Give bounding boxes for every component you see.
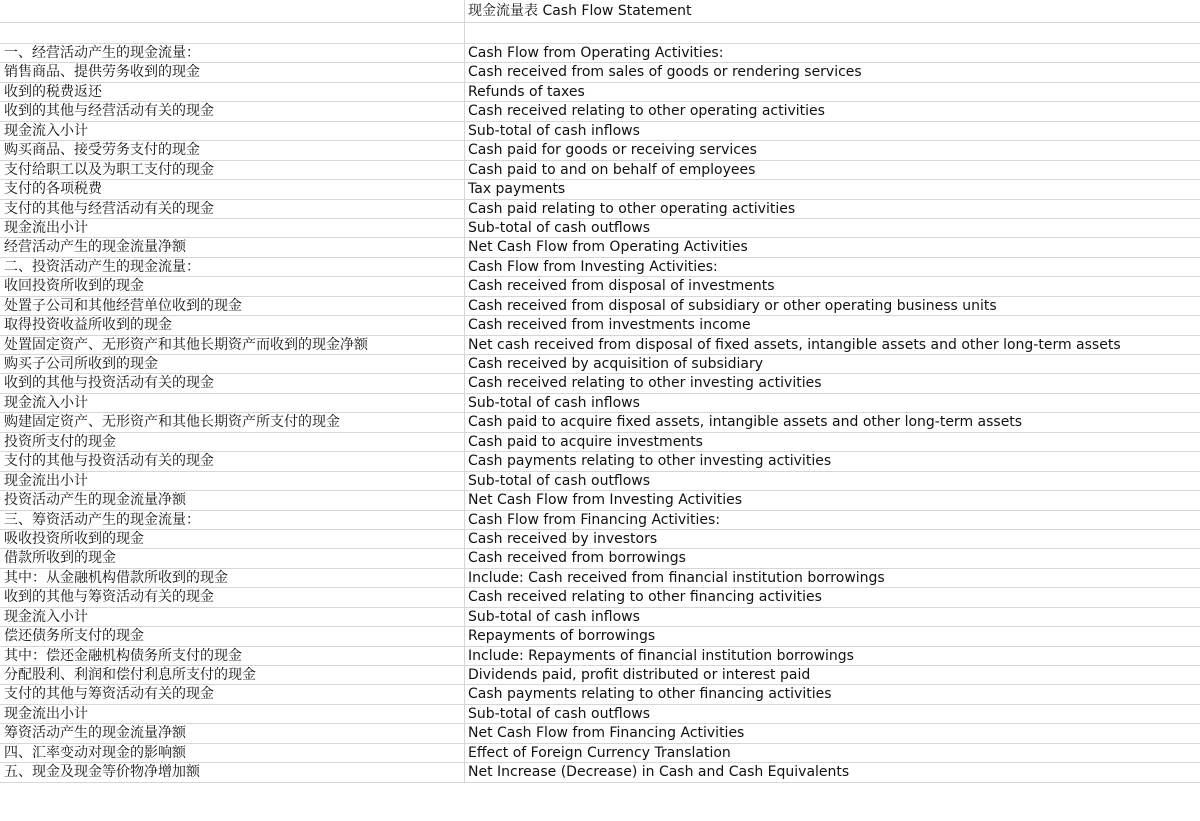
- chinese-label-cell[interactable]: 支付的其他与投资活动有关的现金: [0, 452, 465, 470]
- table-row: [0, 491, 1200, 510]
- chinese-label-cell[interactable]: 其中：偿还金融机构债务所支付的现金: [0, 647, 465, 665]
- table-row: [0, 161, 1200, 180]
- english-label-cell[interactable]: Net Cash Flow from Investing Activities: [468, 492, 743, 509]
- chinese-label-cell[interactable]: 偿还债务所支付的现金: [0, 627, 465, 645]
- table-row: [0, 413, 1200, 432]
- table-row: [0, 705, 1200, 724]
- table-row: [0, 530, 1200, 549]
- english-label-cell[interactable]: Cash Flow from Operating Activities:: [468, 45, 724, 61]
- table-row: [0, 394, 1200, 413]
- title-row: [0, 0, 1200, 23]
- english-label-cell[interactable]: Cash received relating to other investing activities: [468, 375, 822, 392]
- table-row: [0, 627, 1200, 646]
- english-label-cell[interactable]: Include: Repayments of financial institution borrowings: [468, 647, 854, 664]
- chinese-label-cell[interactable]: 购买商品、接受劳务支付的现金: [0, 141, 465, 159]
- table-row: [0, 336, 1200, 355]
- chinese-label-cell[interactable]: 收到的其他与经营活动有关的现金: [0, 102, 465, 120]
- chinese-label-cell[interactable]: 现金流入小计: [0, 608, 465, 626]
- english-label-cell[interactable]: Cash received from sales of goods or rendering services: [468, 64, 862, 81]
- english-label-cell[interactable]: Cash paid to and on behalf of employees: [468, 161, 756, 178]
- chinese-label-cell[interactable]: 现金流入小计: [0, 394, 465, 412]
- blank-row: [0, 23, 1200, 44]
- english-label-cell[interactable]: Sub-total of cash outflows: [468, 219, 651, 236]
- chinese-label-cell[interactable]: 支付的各项税费: [0, 180, 465, 198]
- cell-empty[interactable]: [0, 23, 465, 43]
- english-label-cell[interactable]: Cash received by acquisition of subsidiary: [468, 356, 764, 372]
- chinese-label-cell[interactable]: 收到的其他与投资活动有关的现金: [0, 374, 465, 392]
- chinese-label-cell[interactable]: 收到的其他与筹资活动有关的现金: [0, 588, 465, 606]
- table-row: [0, 200, 1200, 219]
- table-row: [0, 685, 1200, 704]
- chinese-label-cell[interactable]: 购买子公司所收到的现金: [0, 355, 465, 373]
- table-row: [0, 297, 1200, 316]
- table-row: [0, 238, 1200, 257]
- table-row: [0, 588, 1200, 607]
- table-row: [0, 549, 1200, 568]
- cell-empty[interactable]: [0, 0, 465, 22]
- table-row: [0, 744, 1200, 763]
- table-row: [0, 83, 1200, 102]
- chinese-label-cell[interactable]: 收到的税费返还: [0, 83, 465, 101]
- english-label-cell[interactable]: Cash Flow from Financing Activities:: [468, 511, 721, 528]
- chinese-label-cell[interactable]: 购建固定资产、无形资产和其他长期资产所支付的现金: [0, 413, 465, 431]
- english-label-cell[interactable]: Net Cash Flow from Operating Activities: [468, 239, 748, 256]
- english-label-cell[interactable]: Cash received from disposal of investments: [468, 278, 775, 295]
- table-row: [0, 374, 1200, 393]
- english-label-cell[interactable]: Cash paid to acquire fixed assets, intangible assets and other long-term assets: [468, 414, 1023, 431]
- table-row: [0, 511, 1200, 530]
- chinese-label-cell[interactable]: 现金流入小计: [0, 122, 465, 140]
- chinese-label-cell[interactable]: 一、经营活动产生的现金流量：: [0, 44, 465, 62]
- chinese-label-cell[interactable]: 二、投资活动产生的现金流量：: [0, 258, 465, 276]
- english-label-cell[interactable]: Cash received relating to other financing activities: [468, 589, 822, 606]
- table-row: [0, 122, 1200, 141]
- english-label-cell[interactable]: Cash paid to acquire investments: [468, 433, 703, 450]
- statement-rows: [0, 44, 1200, 783]
- english-label-cell[interactable]: Cash payments relating to other investing activities: [468, 453, 832, 470]
- english-label-cell[interactable]: Cash paid for goods or receiving services: [468, 142, 757, 159]
- english-label-cell[interactable]: Refunds of taxes: [468, 83, 585, 100]
- table-row: [0, 608, 1200, 627]
- chinese-label-cell[interactable]: 收回投资所收到的现金: [0, 277, 465, 295]
- english-label-cell[interactable]: Dividends paid, profit distributed or interest paid: [468, 667, 811, 683]
- chinese-label-cell[interactable]: 吸收投资所收到的现金: [0, 530, 465, 548]
- english-label-cell[interactable]: Repayments of borrowings: [468, 628, 656, 645]
- chinese-label-cell[interactable]: 处置固定资产、无形资产和其他长期资产而收到的现金净额: [0, 336, 465, 354]
- chinese-label-cell[interactable]: 投资活动产生的现金流量净额: [0, 491, 465, 509]
- table-row: [0, 102, 1200, 121]
- chinese-label-cell[interactable]: 投资所支付的现金: [0, 433, 465, 451]
- chinese-label-cell[interactable]: 五、现金及现金等价物净增加额: [0, 763, 465, 781]
- english-label-cell[interactable]: Effect of Foreign Currency Translation: [468, 744, 731, 761]
- chinese-label-cell[interactable]: 支付的其他与经营活动有关的现金: [0, 200, 465, 218]
- chinese-label-cell[interactable]: 取得投资收益所收到的现金: [0, 316, 465, 334]
- chinese-label-cell[interactable]: 销售商品、提供劳务收到的现金: [0, 63, 465, 81]
- english-label-cell[interactable]: Cash received relating to other operating activities: [468, 103, 825, 120]
- chinese-label-cell[interactable]: 经营活动产生的现金流量净额: [0, 238, 465, 256]
- table-row: [0, 647, 1200, 666]
- chinese-label-cell[interactable]: 现金流出小计: [0, 219, 465, 237]
- english-label-cell[interactable]: Cash received from borrowings: [468, 550, 686, 567]
- english-label-cell[interactable]: Net cash received from disposal of fixed assets, intangible assets and other long-term assets: [468, 336, 1121, 353]
- table-row: [0, 666, 1200, 685]
- chinese-label-cell[interactable]: 其中：从金融机构借款所收到的现金: [0, 569, 465, 587]
- table-row: [0, 258, 1200, 277]
- chinese-label-cell[interactable]: 分配股利、利润和偿付利息所支付的现金: [0, 666, 465, 684]
- table-row: [0, 44, 1200, 63]
- english-label-cell[interactable]: Cash received by investors: [468, 530, 658, 547]
- english-label-cell[interactable]: Net Cash Flow from Financing Activities: [468, 725, 745, 742]
- chinese-label-cell[interactable]: 处置子公司和其他经营单位收到的现金: [0, 297, 465, 315]
- chinese-label-cell[interactable]: 现金流出小计: [0, 705, 465, 723]
- english-label-cell[interactable]: Cash Flow from Investing Activities:: [468, 258, 718, 275]
- table-row: [0, 316, 1200, 335]
- table-row: [0, 63, 1200, 82]
- table-row: [0, 141, 1200, 160]
- english-label-cell[interactable]: Cash payments relating to other financing activities: [468, 686, 832, 703]
- english-label-cell[interactable]: Net Increase (Decrease) in Cash and Cash Equivalents: [468, 764, 850, 781]
- chinese-label-cell[interactable]: 三、筹资活动产生的现金流量：: [0, 511, 465, 529]
- table-row: [0, 219, 1200, 238]
- english-label-cell[interactable]: Sub-total of cash outflows: [468, 705, 651, 722]
- english-label-cell[interactable]: Cash received from investments income: [468, 317, 751, 334]
- sheet-title[interactable]: 现金流量表 Cash Flow Statement: [468, 3, 692, 19]
- table-row: [0, 724, 1200, 743]
- table-row: [0, 180, 1200, 199]
- english-label-cell[interactable]: Cash paid relating to other operating activities: [468, 200, 796, 217]
- table-row: [0, 452, 1200, 471]
- chinese-label-cell[interactable]: 借款所收到的现金: [0, 549, 465, 567]
- chinese-label-cell[interactable]: 现金流出小计: [0, 472, 465, 490]
- english-label-cell[interactable]: Sub-total of cash inflows: [468, 122, 640, 139]
- chinese-label-cell[interactable]: 四、汇率变动对现金的影响额: [0, 744, 465, 762]
- chinese-label-cell[interactable]: 支付的其他与筹资活动有关的现金: [0, 685, 465, 703]
- table-row: [0, 569, 1200, 588]
- chinese-label-cell[interactable]: 筹资活动产生的现金流量净额: [0, 724, 465, 742]
- english-label-cell[interactable]: Sub-total of cash inflows: [468, 394, 640, 411]
- table-row: [0, 277, 1200, 296]
- table-row: [0, 433, 1200, 452]
- english-label-cell[interactable]: Sub-total of cash inflows: [468, 608, 640, 625]
- chinese-label-cell[interactable]: 支付给职工以及为职工支付的现金: [0, 161, 465, 179]
- table-row: [0, 763, 1200, 782]
- english-label-cell[interactable]: Tax payments: [468, 181, 566, 198]
- table-row: [0, 472, 1200, 491]
- english-label-cell[interactable]: Cash received from disposal of subsidiary or other operating business units: [468, 297, 997, 314]
- cell-empty[interactable]: [465, 23, 1200, 43]
- english-label-cell[interactable]: Include: Cash received from financial institution borrowings: [468, 569, 885, 586]
- table-row: [0, 355, 1200, 374]
- english-label-cell[interactable]: Sub-total of cash outflows: [468, 472, 651, 489]
